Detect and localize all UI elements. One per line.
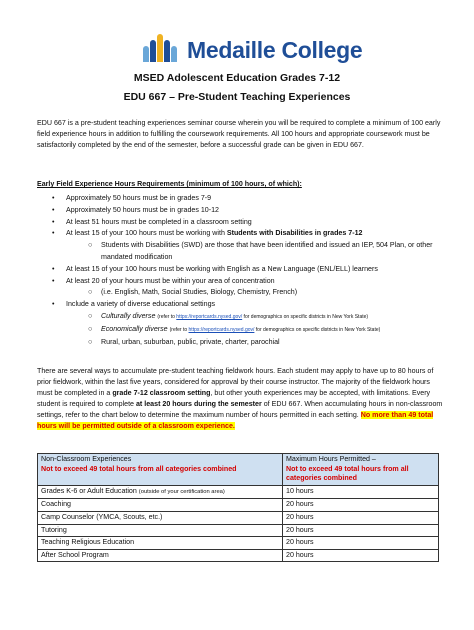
table-row: Teaching Religious Education 20 hours	[38, 537, 439, 550]
table-row: Tutoring 20 hours	[38, 524, 439, 537]
list-item: • At least 15 of your 100 hours must be working with English as a New Language (ENL/ELL) learners	[52, 264, 378, 273]
highlighted-limit: No more than 49 total hours will be permitted outside of a classroom experience.	[37, 411, 434, 430]
table-row: Grades K-6 or Adult Education (outside of your certification area) 10 hours	[38, 485, 439, 499]
table-header-row: Non-Classroom Experiences Not to exceed 49 total hours from all categories combined Maximum Hours Permitted – Not to exceed 49 total hours from all categories combined	[38, 454, 439, 486]
page-subtitle: EDU 667 – Pre-Student Teaching Experiences	[123, 91, 351, 103]
sub-list-item: ○ (i.e. English, Math, Social Studies, Biology, Chemistry, French)	[88, 288, 298, 297]
column-header: Maximum Hours Permitted –	[286, 455, 376, 463]
college-logo	[143, 32, 362, 62]
intro-paragraph: EDU 667 is a pre-student teaching experiences seminar course wherein you will be required to complete a minimum of 100 early field experience hours in addition to fulfilling the coursework requirements. All 100 hours and appropriate coursework must be satisfactorily completed by the end of the semester, before a successful grade can be given in EDU 667.	[37, 119, 441, 149]
column-header: Non-Classroom Experiences	[41, 455, 132, 463]
sub-list-item: ○ Culturally diverse (refer to https://reportcards.nysed.gov/ for demographics on specific districts in New York State)	[88, 311, 369, 320]
list-item: • At least 20 of your hours must be within your area of concentration	[52, 276, 275, 285]
sub-list-item: ○ Economically diverse (refer to https://reportcards.nysed.gov/ for demographics on specific districts in New York State)	[88, 324, 381, 333]
logo-text: Medaille College	[187, 37, 363, 63]
reportcards-link[interactable]: https://reportcards.nysed.gov/	[188, 326, 255, 333]
reportcards-link[interactable]: https://reportcards.nysed.gov/	[176, 313, 243, 320]
hours-table	[37, 453, 439, 562]
sub-list-item: ○ Rural, urban, suburban, public, private, charter, parochial	[88, 337, 280, 346]
list-item: • At least 15 of your 100 hours must be working with Students with Disabilities in grades 7-12	[52, 229, 363, 238]
fieldwork-paragraph: There are several ways to accumulate pre-student teaching fieldwork hours. Each student may apply to have up to 80 hours of prior fieldwork, within the last five years, considered for approval by their course instructor. The majority of the fieldwork hours must be completed in a grade 7-12 classroom setting, but other youth experiences may be accepted, with limitations. Every student is required to complete at least 20 hours during the semester of EDU 667. When accumulating hours in non-classroom settings, refer to the chart below to determine the maximum number of hours permitted in each setting. No more than 49 total hours will be permitted outside of a classroom experience.	[37, 367, 443, 430]
sub-list-item: ○ Students with Disabilities (SWD) are those that have been identified and issued an IEP, 504 Plan, or other mandated modification	[88, 241, 433, 261]
list-item: • At least 51 hours must be completed in a classroom setting	[52, 217, 252, 226]
table-row: Camp Counselor (YMCA, Scouts, etc.) 20 hours	[38, 511, 439, 524]
list-item: • Approximately 50 hours must be in grades 10-12	[52, 205, 219, 214]
page-title: MSED Adolescent Education Grades 7-12	[133, 72, 341, 84]
requirements-list	[37, 193, 447, 348]
list-item: • Approximately 50 hours must be in grades 7-9	[52, 194, 212, 202]
table-row: After School Program 20 hours	[38, 549, 439, 562]
requirements-heading: Early Field Experience Hours Requirements (minimum of 100 hours, of which):	[37, 180, 302, 188]
table-row: Coaching 20 hours	[38, 499, 439, 512]
logo-bars-icon	[143, 34, 183, 62]
list-item: • Include a variety of diverse educational settings	[52, 300, 216, 309]
